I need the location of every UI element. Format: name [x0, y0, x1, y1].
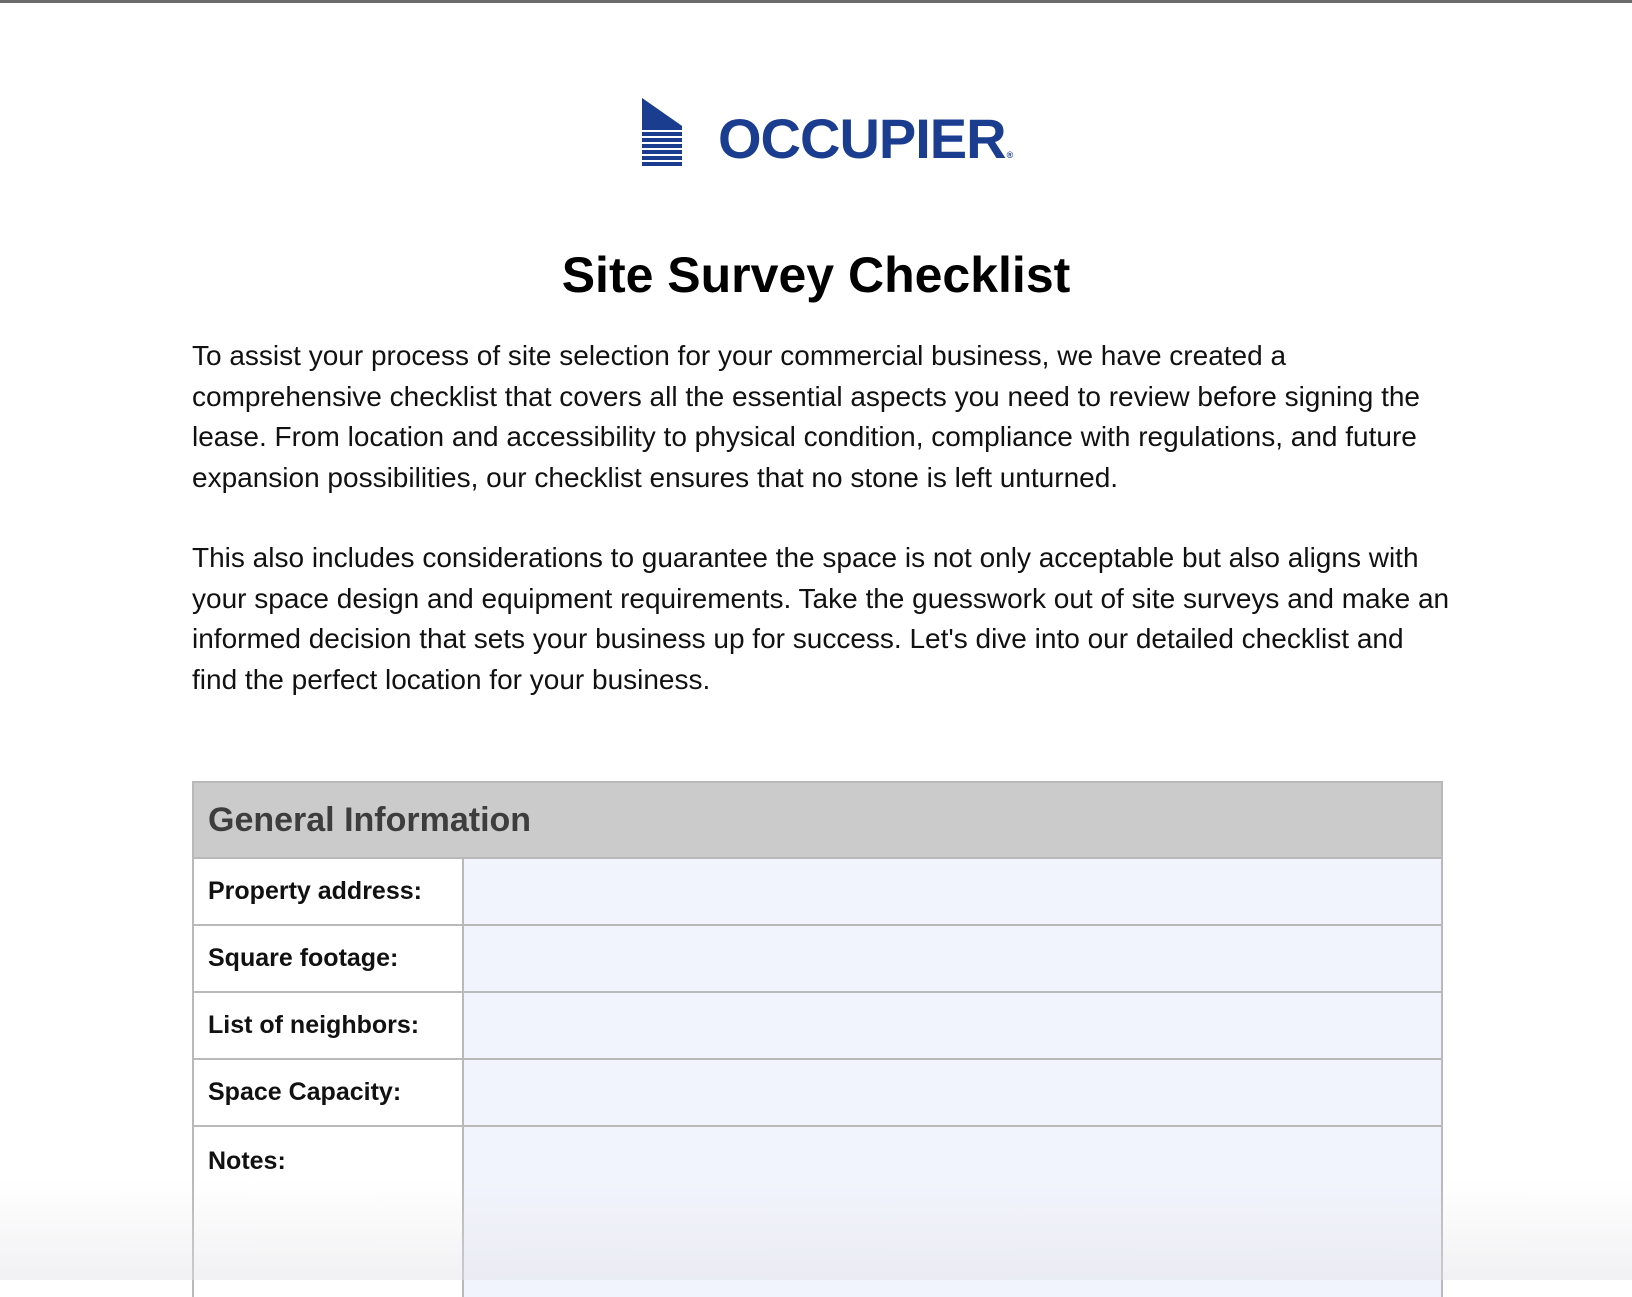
intro-text	[192, 336, 1452, 700]
field-label: Square footage:	[194, 926, 464, 991]
intro-paragraph: To assist your process of site selection for your commercial business, we have created a comprehensive checklist that covers all the essential aspects you need to review before signing the lease. From location and accessibility to physical condition, compliance with regulations, and future expansion possibilities, our checklist ensures that no stone is left unturned.	[192, 340, 1421, 493]
brand-wordmark	[718, 107, 1014, 170]
field-label: Notes:	[194, 1127, 464, 1297]
square-footage-field[interactable]	[464, 926, 1441, 991]
table-row	[194, 1127, 1441, 1297]
space-capacity-field[interactable]	[464, 1060, 1441, 1125]
building-icon	[642, 98, 682, 170]
table-row	[194, 859, 1441, 926]
field-label: Space Capacity:	[194, 1060, 464, 1125]
intro-paragraph: This also includes considerations to guarantee the space is not only acceptable but also aligns with your space design and equipment requirements. Take the guesswork out of site surveys and make an informed decision that sets your business up for success. Let's dive into our detailed checklist and find the perfect location for your business.	[192, 542, 1450, 695]
table-row	[194, 1060, 1441, 1127]
neighbors-field[interactable]	[464, 993, 1441, 1058]
notes-field[interactable]	[464, 1127, 1441, 1297]
brand-name: OCCUPIER	[718, 107, 1006, 170]
page-title: Site Survey Checklist	[561, 247, 1071, 303]
section-title: General Information	[208, 800, 532, 839]
property-address-field[interactable]	[464, 859, 1441, 924]
registered-mark: ®	[1006, 150, 1014, 160]
table-row	[194, 926, 1441, 993]
field-label: Property address:	[194, 859, 464, 924]
field-label: List of neighbors:	[194, 993, 464, 1058]
brand-logo	[642, 94, 1013, 174]
table-row	[194, 993, 1441, 1060]
general-information-table	[192, 781, 1443, 1297]
section-header	[194, 783, 1441, 859]
